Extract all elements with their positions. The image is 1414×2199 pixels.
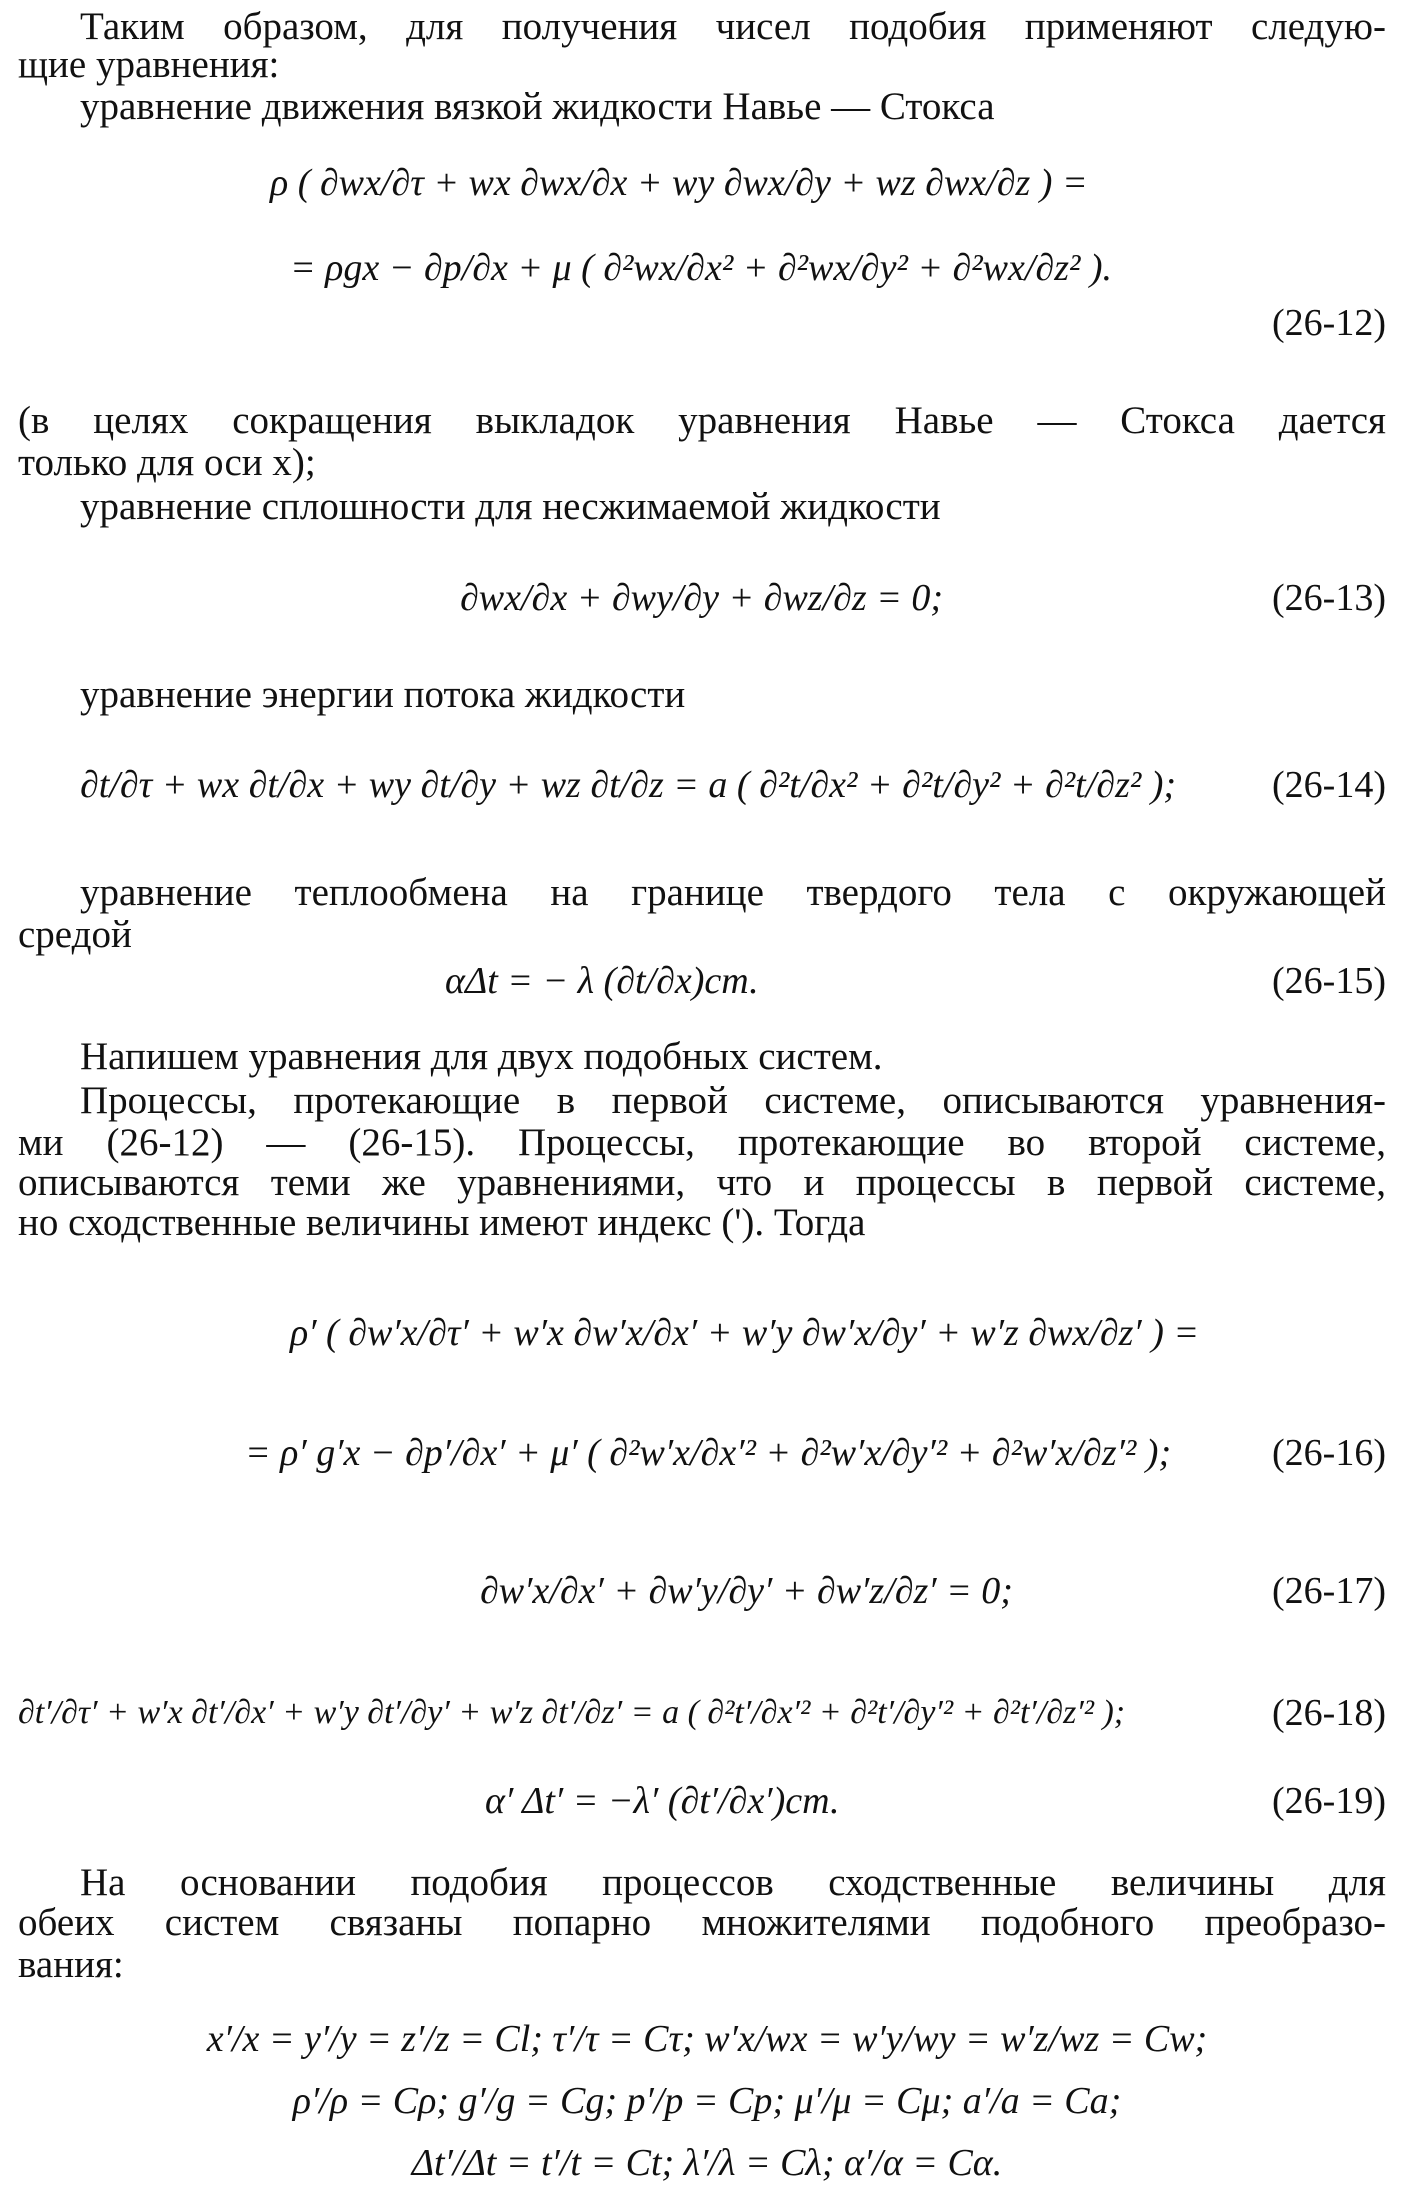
paragraph-note-line-1: (в целях сокращения выкладок уравнения Навье — Стокса дается — [18, 399, 1386, 442]
paragraph-similarity-line-2: обеих систем связаны попарно множителями подобного преобразо- — [18, 1901, 1386, 1944]
heat-exchange-heading-line-1: уравнение теплообмена на границе твердого тела с окружающей — [80, 871, 1386, 914]
equation-number-26-17: (26-17) — [1272, 1570, 1386, 1612]
equation-number-26-18: (26-18) — [1272, 1692, 1386, 1734]
equation-26-16-line-2: = ρ′ g′x − ∂p′/∂x′ + μ′ ( ∂²w′x/∂x′² + ∂²w′x/∂y′² + ∂²w′x/∂z′² ); — [245, 1432, 1172, 1474]
equation-number-26-12: (26-12) — [1272, 302, 1386, 344]
paragraph-processes-line-2: ми (26-12) — (26-15). Процессы, протекающие во второй системе, — [18, 1121, 1386, 1164]
paragraph-intro-line-2: щие уравнения: — [18, 43, 280, 86]
heat-exchange-heading-line-2: средой — [18, 913, 132, 956]
paragraph-note-line-2: только для оси x); — [18, 441, 316, 484]
equation-number-26-19: (26-19) — [1272, 1780, 1386, 1822]
equation-26-17: ∂w′x/∂x′ + ∂w′y/∂y′ + ∂w′z/∂z′ = 0; — [480, 1570, 1013, 1612]
navier-stokes-heading: уравнение движения вязкой жидкости Навье — Стокса — [80, 85, 995, 128]
equation-number-26-16: (26-16) — [1272, 1432, 1386, 1474]
equation-26-18: ∂t′/∂τ′ + w′x ∂t′/∂x′ + w′y ∂t′/∂y′ + w′z ∂t′/∂z′ = a ( ∂²t′/∂x′² + ∂²t′/∂y′² + ∂²t′/∂z′² ); — [18, 1694, 1126, 1731]
equation-26-12-line-2: = ρgx − ∂p/∂x + μ ( ∂²wx/∂x² + ∂²wx/∂y² + ∂²wx/∂z² ). — [290, 247, 1113, 289]
equation-26-12-line-1: ρ ( ∂wx/∂τ + wx ∂wx/∂x + wy ∂wx/∂y + wz ∂wx/∂z ) = — [270, 162, 1088, 204]
equation-26-14: ∂t/∂τ + wx ∂t/∂x + wy ∂t/∂y + wz ∂t/∂z = a ( ∂²t/∂x² + ∂²t/∂y² + ∂²t/∂z² ); — [80, 764, 1177, 806]
paragraph-similarity-line-3: вания: — [18, 1943, 124, 1986]
similarity-conditions-line-3: Δt′/Δt = t′/t = Ct; λ′/λ = Cλ; α′/α = Cα. — [411, 2142, 1003, 2184]
paragraph-processes-line-4: но сходственные величины имеют индекс ('). Тогда — [18, 1201, 866, 1244]
equation-number-26-15: (26-15) — [1272, 960, 1386, 1002]
equation-26-19: α′ Δt′ = −λ′ (∂t′/∂x′)ст. — [485, 1780, 840, 1822]
similarity-conditions-line-1: x′/x = y′/y = z′/z = Cl; τ′/τ = Cτ; w′x/wx = w′y/wy = w′z/wz = Cw; — [206, 2018, 1208, 2060]
continuity-heading: уравнение сплошности для несжимаемой жидкости — [80, 485, 941, 528]
paragraph-processes-line-1: Процессы, протекающие в первой системе, описываются уравнения- — [80, 1079, 1386, 1122]
equation-26-16-line-1: ρ′ ( ∂w′x/∂τ′ + w′x ∂w′x/∂x′ + w′y ∂w′x/∂y′ + w′z ∂wx/∂z′ ) = — [290, 1312, 1200, 1354]
equation-26-15: αΔt = − λ (∂t/∂x)ст. — [445, 960, 759, 1002]
equation-number-26-13: (26-13) — [1272, 577, 1386, 619]
equation-26-13: ∂wx/∂x + ∂wy/∂y + ∂wz/∂z = 0; — [460, 577, 943, 619]
similarity-conditions-line-2: ρ′/ρ = Cρ; g′/g = Cg; p′/p = Cp; μ′/μ = Cμ; a′/a = Ca; — [292, 2080, 1122, 2122]
paragraph-two-systems: Напишем уравнения для двух подобных систем. — [80, 1035, 883, 1078]
paragraph-intro-line-1: Таким образом, для получения чисел подобия применяют следую- — [80, 5, 1386, 48]
energy-heading: уравнение энергии потока жидкости — [80, 673, 686, 716]
equation-number-26-14: (26-14) — [1272, 764, 1386, 806]
paragraph-similarity-line-1: На основании подобия процессов сходственные величины для — [80, 1861, 1386, 1904]
paragraph-processes-line-3: описываются теми же уравнениями, что и процессы в первой системе, — [18, 1161, 1386, 1204]
